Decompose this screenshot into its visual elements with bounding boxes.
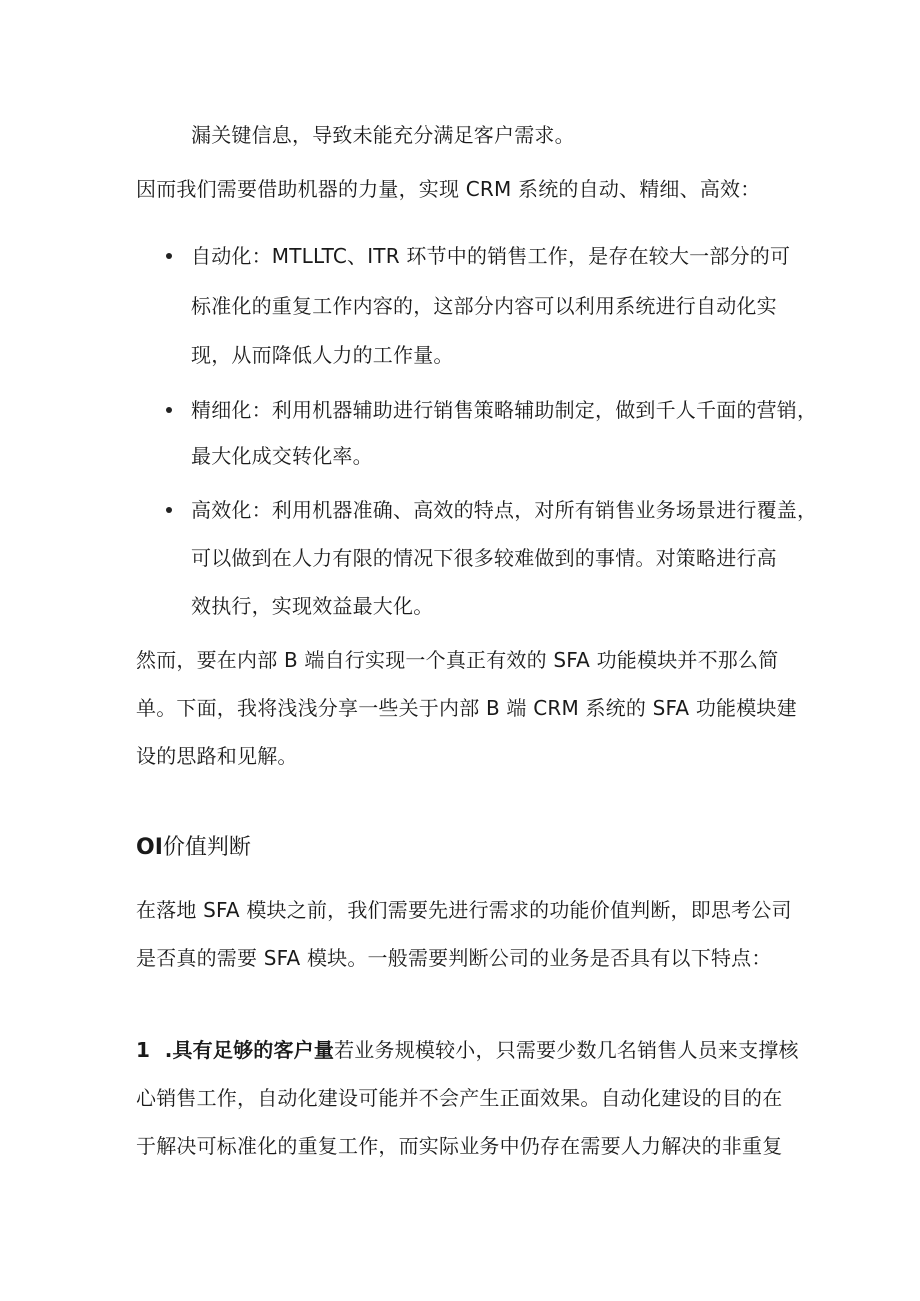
bullet-3-line-2: 可以做到在人力有限的情况下很多较难做到的事情。对策略进行高 xyxy=(191,546,777,570)
paragraph-mid-line-1: 然而，要在内部 B 端自行实现一个真正有效的 SFA 功能模块并不那么简 xyxy=(136,648,779,672)
paragraph-section-line-1: 在落地 SFA 模块之前，我们需要先进行需求的功能价值判断，即思考公司 xyxy=(136,898,792,922)
paragraph-top-line-1: 漏关键信息，导致未能充分满足客户需求。 xyxy=(191,123,575,147)
section-title: 价值判断 xyxy=(162,835,251,860)
point-1-line-3: 于解决可标准化的重复工作，而实际业务中仍存在需要人力解决的非重复 xyxy=(136,1134,783,1158)
section-heading xyxy=(136,833,251,863)
paragraph-mid-line-2: 单。下面，我将浅浅分享一些关于内部 B 端 CRM 系统的 SFA 功能模块建 xyxy=(136,696,797,720)
bullet-dot-icon xyxy=(166,507,172,513)
bullet-1-line-3: 现，从而降低人力的工作量。 xyxy=(191,343,454,367)
point-1-number: 1 xyxy=(136,1038,151,1062)
section-number: OI xyxy=(136,835,163,860)
point-1-text: 若业务规模较小，只需要少数几名销售人员来支撑核 xyxy=(334,1038,799,1062)
point-1-line-1 xyxy=(136,1036,799,1064)
paragraph-section-line-2: 是否真的需要 SFA 模块。一般需要判断公司的业务是否具有以下特点： xyxy=(136,946,772,970)
paragraph-top-line-2: 因而我们需要借助机器的力量，实现 CRM 系统的自动、精细、高效： xyxy=(136,177,761,201)
point-1-line-2: 心销售工作，自动化建设可能并不会产生正面效果。自动化建设的目的在 xyxy=(136,1086,783,1110)
bullet-dot-icon xyxy=(166,253,172,259)
bullet-1-line-1: 自动化：MTLLTC、ITR 环节中的销售工作，是存在较大一部分的可 xyxy=(191,244,791,268)
bullet-3-line-1: 高效化：利用机器准确、高效的特点，对所有销售业务场景进行覆盖， xyxy=(191,498,818,522)
bullet-1-line-2: 标准化的重复工作内容的，这部分内容可以利用系统进行自动化实 xyxy=(191,294,777,318)
bullet-2-line-2: 最大化成交转化率。 xyxy=(191,444,373,468)
paragraph-mid-line-3: 设的思路和见解。 xyxy=(136,744,298,768)
bullet-2-line-1: 精细化：利用机器辅助进行销售策略辅助制定，做到千人千面的营销， xyxy=(191,398,818,422)
bullet-dot-icon xyxy=(166,407,172,413)
point-1-label: .具有足够的客户量 xyxy=(164,1038,335,1062)
bullet-3-line-3: 效执行，实现效益最大化。 xyxy=(191,594,434,618)
